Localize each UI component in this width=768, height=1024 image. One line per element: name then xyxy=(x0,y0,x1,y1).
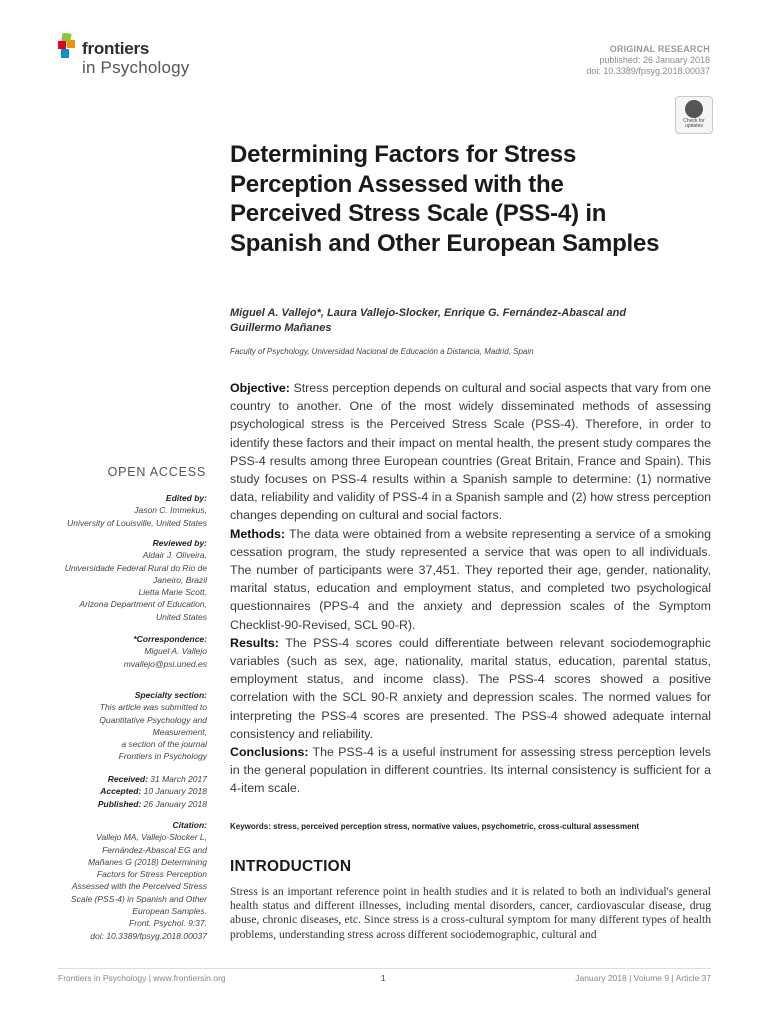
objective-text: Stress perception depends on cultural and social aspects that vary from one country to another. One of the most widely disseminated methods of assessing psychological stress is the Perceived Stress Scale (PSS-4). Therefore, in order to identify these factors and their impact on mental health, the present study compares the PSS-4 results among three European countries (Great Britain, France and Spain). This study focuses on PSS-4 results within a Spanish sample to determine: (1) normative data, reliability and validity of PSS-4 in a Spanish sample and (2) how stress perception changes depending on cultural and social factors. xyxy=(230,381,711,523)
update-check-icon xyxy=(685,100,703,118)
correspondence-name: Miguel A. Vallejo xyxy=(144,646,207,657)
objective-label: Objective: xyxy=(230,381,290,395)
article-meta xyxy=(586,44,710,77)
specialty-section xyxy=(20,689,207,763)
editor-affiliation: University of Louisville, United States xyxy=(67,517,207,528)
reviewed-by-label: Reviewed by: xyxy=(152,538,207,548)
reviewer-affiliation: Universidade Federal Rural do Rio de xyxy=(64,562,207,573)
accepted-label: Accepted: xyxy=(100,786,142,797)
citation-doi-link[interactable]: doi: 10.3389/fpsyg.2018.00037 xyxy=(90,930,207,941)
received-label: Received: xyxy=(107,774,148,784)
page-number: 1 xyxy=(381,973,386,983)
citation-line: Factors for Stress Perception xyxy=(96,869,207,880)
check-for-updates-badge[interactable] xyxy=(675,96,713,134)
methods-label: Methods: xyxy=(230,526,286,541)
received-date xyxy=(20,773,207,785)
results-text: The PSS-4 scores could differentiate between relevant sociodemographic variables (such as sex, age, nationality, marital status, education, parental status, employment status, and income class). The PSS-4 scores showed a positive correlation with the SCL 90-R anxiety and depression scales. The normed values for interpreting the PSS-4 scores are presented. The PSS-4 showed adequate internal consistency and reliability. xyxy=(230,635,711,741)
received-value: 31 March 2017 xyxy=(147,774,207,784)
published-value: 26 January 2018 xyxy=(141,798,207,809)
accepted-value: 10 January 2018 xyxy=(141,786,207,797)
specialty-line: Frontiers in Psychology xyxy=(118,751,207,762)
footer-journal-link[interactable]: Frontiers in Psychology | www.frontiersin.org xyxy=(58,973,226,983)
citation-line: Assessed with the Perceived Stress xyxy=(71,881,207,892)
editor-name: Jason C. Immekus, xyxy=(134,505,207,516)
accepted-date xyxy=(20,785,207,797)
frontiers-logo-icon xyxy=(58,33,80,59)
specialty-line: Quantitative Psychology and xyxy=(99,714,207,725)
article-doi[interactable]: doi: 10.3389/fpsyg.2018.00037 xyxy=(586,66,710,76)
abstract-objective xyxy=(230,379,711,525)
affiliation: Faculty of Psychology, Universidad Nacional de Educación a Distancia, Madrid, Spain xyxy=(230,347,534,356)
reviewed-by-section xyxy=(20,537,207,623)
citation-label: Citation: xyxy=(172,820,207,830)
specialty-line: This article was submitted to xyxy=(99,702,207,713)
citation-line: Fernández-Abascal EG and xyxy=(102,844,207,855)
results-label: Results: xyxy=(230,635,279,650)
published-date-side xyxy=(20,798,207,810)
journal-subtitle: in Psychology xyxy=(82,58,190,77)
citation-section xyxy=(20,819,207,942)
specialty-line: Measurement, xyxy=(152,726,207,737)
abstract-methods xyxy=(230,525,711,634)
citation-line: European Samples. xyxy=(132,906,207,917)
specialty-label: Specialty section: xyxy=(134,690,207,700)
reviewer-name: Aldair J. Oliveira, xyxy=(142,550,207,561)
citation-line: Vallejo MA, Vallejo-Slocker L, xyxy=(96,832,207,843)
methods-text: The data were obtained from a website representing a service of a smoking cessation program, the study represented a service that was open to all individuals. The number of participants were 37,451. They reported their age, gender, nationality, marital status, education and employment status, and completed two psychological questionnaires (PPS-4 and the anxiety and depression scales of the Symptom Checklist-90-Revised, SCL 90-R). xyxy=(230,526,711,632)
citation-line: Scale (PSS-4) in Spanish and Other xyxy=(70,893,207,904)
footer-issue-info: January 2018 | Volume 9 | Article 37 xyxy=(575,973,711,983)
keywords: Keywords: stress, perceived perception stress, normative values, psychometric, cross-cultural assessment xyxy=(230,822,640,831)
reviewer-affiliation: Janeiro, Brazil xyxy=(153,574,207,585)
correspondence-label: *Correspondence: xyxy=(133,634,207,644)
badge-label-1: Check for xyxy=(683,118,705,124)
article-title: Determining Factors for Stress Perception Assessed with the Perceived Stress Scale (PSS-4) in Spanish and Other European Samples xyxy=(230,141,660,257)
introduction-body: Stress is an important reference point in health studies and it is related to both an individual's general health status and different illnesses, including mental disorders, cancer, cardiovascular disease, drug abuse, chronic diseases, etc. Since stress is a cross-cultural symptom for many different types of health problems, understanding stress across different sociodemographic, cultural and xyxy=(230,885,711,941)
edited-by-section xyxy=(20,492,207,529)
badge-label-2: updates xyxy=(685,123,703,129)
reviewer-name: Lietta Marie Scott, xyxy=(138,587,207,598)
reviewer-affiliation: Arizona Department of Education, xyxy=(79,599,207,610)
abstract-conclusions xyxy=(230,743,711,798)
abstract-results xyxy=(230,634,711,743)
article-type: ORIGINAL RESEARCH xyxy=(609,44,710,54)
correspondence-section xyxy=(20,633,207,670)
abstract xyxy=(230,379,711,798)
open-access-label: OPEN ACCESS xyxy=(107,465,206,479)
edited-by-label: Edited by: xyxy=(165,493,207,503)
introduction-heading: INTRODUCTION xyxy=(230,858,352,875)
footer-divider xyxy=(58,968,711,969)
published-date: published: 26 January 2018 xyxy=(599,55,710,65)
citation-line: Mañanes G (2018) Determining xyxy=(87,856,207,867)
dates-section xyxy=(20,773,207,810)
correspondence-email-link[interactable]: mvallejo@psi.uned.es xyxy=(123,658,207,669)
specialty-line: a section of the journal xyxy=(121,739,207,750)
conclusions-label: Conclusions: xyxy=(230,745,309,760)
author-list: Miguel A. Vallejo*, Laura Vallejo-Slocker, Enrique G. Fernández-Abascal and Guillermo Mañanes xyxy=(230,307,627,334)
reviewer-affiliation: United States xyxy=(155,611,207,622)
citation-line: Front. Psychol. 9:37. xyxy=(129,918,207,929)
published-label: Published: xyxy=(97,798,142,809)
conclusions-text: The PSS-4 is a useful instrument for assessing stress perception levels in the general population in different countries. Its internal consistency is sufficient for a 4-item scale. xyxy=(230,745,711,796)
journal-name: frontiers xyxy=(82,39,150,58)
